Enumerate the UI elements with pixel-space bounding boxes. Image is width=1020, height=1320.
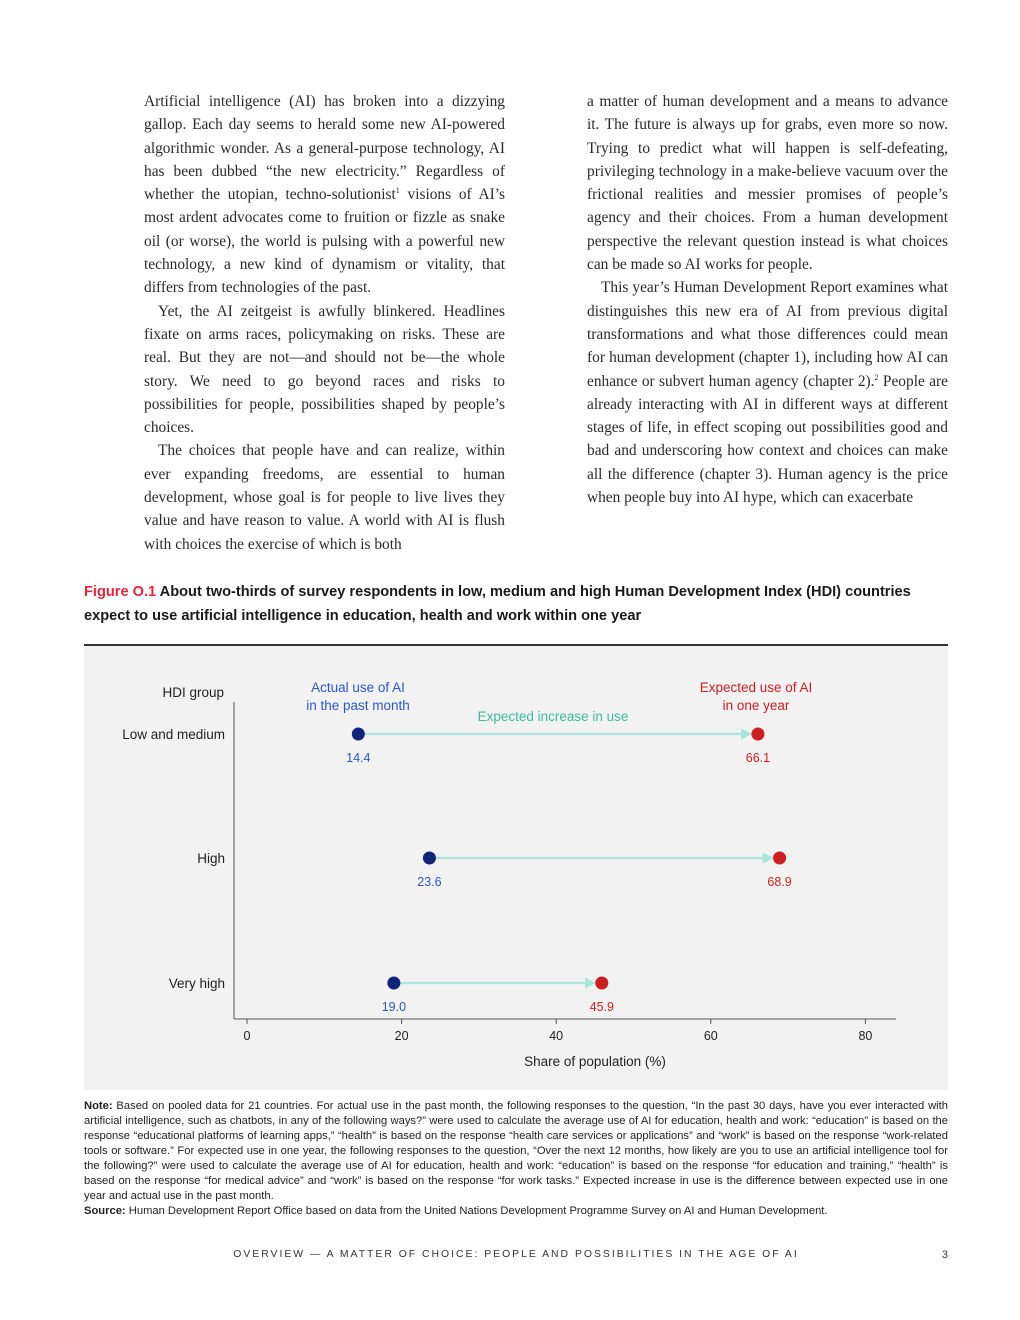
x-tick-label: 0 xyxy=(243,1029,251,1043)
page-number: 3 xyxy=(941,1249,948,1261)
actual-value-label: 14.4 xyxy=(346,751,371,765)
paragraph: The choices that people have and can realize, within ever expanding freedoms, are essential to human development, whose goal is for people to live lives they value and have reason to value. A world with AI is flush with choices the exercise of which is both xyxy=(144,442,505,553)
dumbbell-chart xyxy=(84,646,948,1090)
actual-value-label: 19.0 xyxy=(381,1000,407,1014)
expected-use-dot xyxy=(595,977,608,990)
series-label-actual: in the past month xyxy=(306,698,410,713)
footnote-ref[interactable]: 2 xyxy=(874,372,879,382)
arrow-label: Expected increase in use xyxy=(477,709,629,724)
expected-value-label: 45.9 xyxy=(589,1000,614,1014)
actual-use-dot xyxy=(423,852,436,865)
category-label: Very high xyxy=(168,976,225,991)
paragraph: a matter of human development and a means to advance it. The future is always up for grabs, even more so now. Trying to predict what will happen is self-defeating, privileging technology in a make-believe vacuum over the frictional realities and messier promises of people’s agency and their choices. From a human development perspective the relevant question instead is what choices can be made so AI works for people. xyxy=(587,93,948,274)
figure-note xyxy=(84,1099,948,1219)
expected-use-dot xyxy=(751,728,764,741)
category-label: High xyxy=(197,851,225,866)
x-tick-label: 20 xyxy=(394,1029,409,1043)
body-column-right xyxy=(587,90,948,509)
running-footer: OVERVIEW — A MATTER OF CHOICE: PEOPLE AND POSSIBILITIES IN THE AGE OF AI xyxy=(233,1249,799,1260)
footnote-ref[interactable]: 1 xyxy=(395,186,400,196)
figure-title xyxy=(84,581,948,628)
category-label: Low and medium xyxy=(122,727,225,742)
paragraph: Artificial intelligence (AI) has broken into a dizzying gallop. Each day seems to herald some new AI-powered algorithmic wonder. As a general-purpose technology, AI has been dubbed “the new electricity.” Regardless of whether the utopian, techno-solutionist$^1$ visions of AI’s most ardent advocates come to fruition or fizzle as snake oil (or worse), the world is pulsing with a powerful new technology, a new kind of dynamism or vitality, that differs from technologies of the past. xyxy=(144,93,506,297)
expected-use-dot xyxy=(773,852,786,865)
figure-caption: About two-thirds of survey respondents in low, medium and high Human Development Index (HDI) countries expect to use artificial intelligence in education, health and work within one year xyxy=(84,584,911,624)
paragraph: This year’s Human Development Report examines what distinguishes this new era of AI from previous digital transformations and what those differences could mean for human development (chapter 1), including how AI can enhance or subvert human agency (chapter 2).$^2$ People are already interacting with AI in different ways at different stages of life, in effect scoping out possibilities good and bad and underscoring how context and choices can make all the difference (chapter 3). Human agency is the price when people buy into AI hype, which can exacerbate xyxy=(587,279,948,507)
series-label-actual: Actual use of AI xyxy=(311,680,405,695)
expected-value-label: 68.9 xyxy=(767,875,792,889)
note-label: Note: xyxy=(84,1100,113,1112)
x-axis-title: Share of population (%) xyxy=(524,1054,666,1069)
source-label: Source: xyxy=(84,1205,126,1217)
note-text: Based on pooled data for 21 countries. For actual use in the past month, the following responses to the question, “In the past 30 days, have you ever interacted with artificial intelligence, such as chatbots, in any of the following ways?” were used to calculate the average use of AI for education, health and work: “education” is based on the response “educational platforms of learning apps,” “health” is based on the response “health care services or applications” and “work” is based on the response “work-related tools or software.” For expected use in one year, the following responses to the question, “Over the next 12 months, how likely are you to use an artificial intelligence tool for the following?” were used to calculate the average use of AI for education, health and work: “education” is based on the response “for education and training,” “health” is based on the response “for medical advice” and “work” is based on the response “for work tasks.” Expected increase in use is the difference between expected use in one year and actual use in the past month. xyxy=(84,1100,948,1202)
body-column-left xyxy=(144,90,505,556)
series-label-expected: in one year xyxy=(722,698,790,713)
actual-use-dot xyxy=(352,728,365,741)
source-text: Human Development Report Office based on data from the United Nations Development Programme Survey on AI and Human Development. xyxy=(125,1205,828,1217)
expected-value-label: 66.1 xyxy=(745,751,771,765)
x-tick-label: 80 xyxy=(858,1029,873,1043)
x-tick-label: 60 xyxy=(703,1029,718,1043)
x-tick-label: 40 xyxy=(549,1029,564,1043)
series-label-expected: Expected use of AI xyxy=(699,680,813,695)
figure-chart xyxy=(84,644,948,1090)
actual-value-label: 23.6 xyxy=(417,875,442,889)
actual-use-dot xyxy=(387,977,400,990)
figure-label: Figure O.1 xyxy=(84,584,157,600)
paragraph: Yet, the AI zeitgeist is awfully blinkered. Headlines fixate on arms races, policymaking on risks. These are real. But they are not—and should not be—the whole story. We need to go beyond races and risks to possibilities for people, possibilities shaped by people’s choices. xyxy=(144,302,505,437)
category-axis-title: HDI group xyxy=(162,685,224,700)
